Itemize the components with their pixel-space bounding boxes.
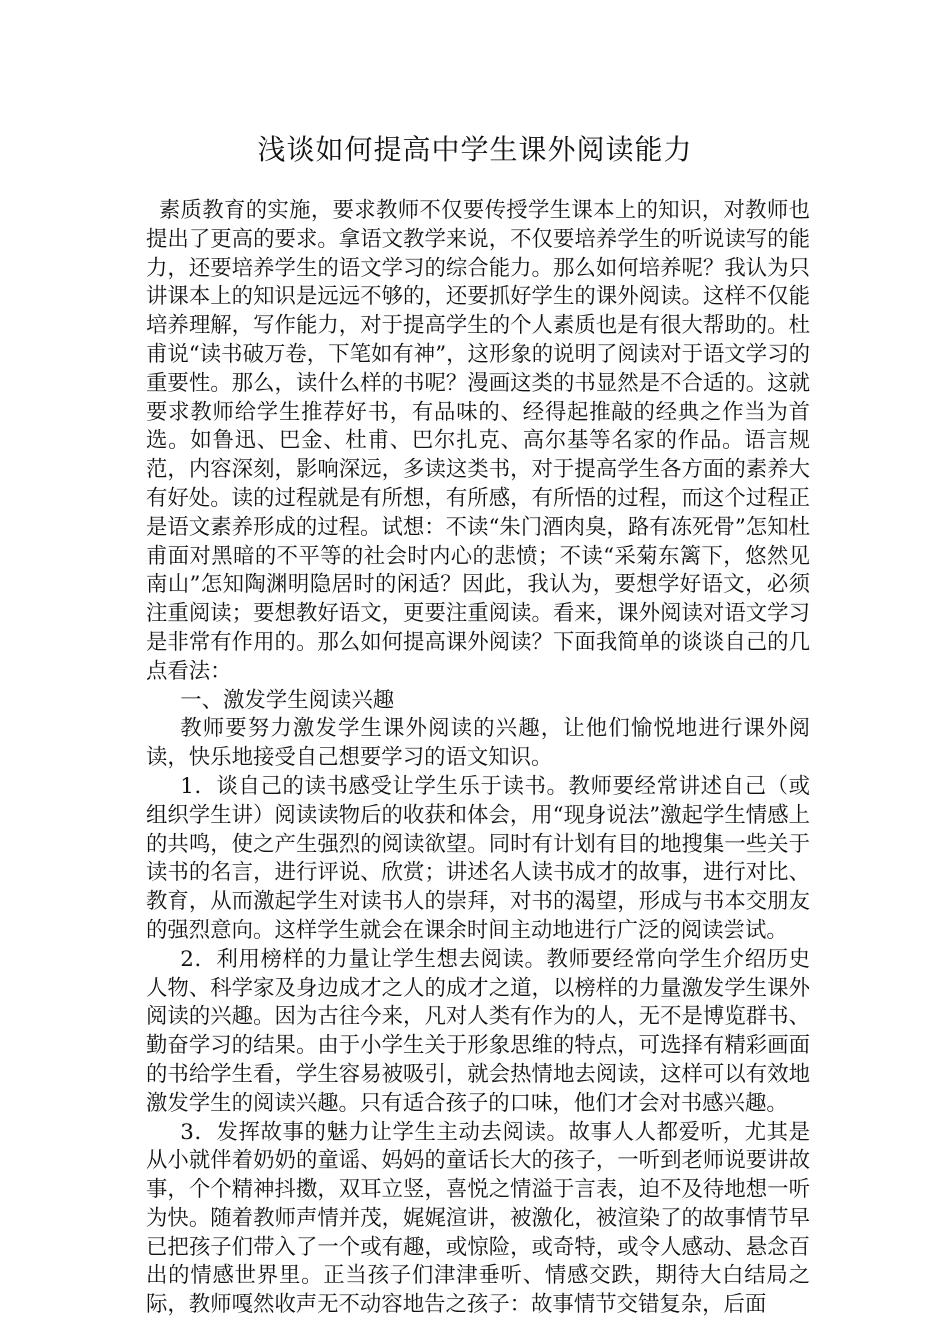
intro-paragraph: 素质教育的实施，要求教师不仅要传授学生课本上的知识，对教师也提出了更高的要求。拿语文教学来说，不仅要培养学生的听说读写的能力，还要培养学生的语文学习的综合能力。那么如何培养呢？我认为只讲课本上的知识是远远不够的，还要抓好学生的课外阅读。这样不仅能培养理解，写作能力，对于提高学生的个人素质也是有很大帮助的。杜甫说“读书破万卷，下笔如有神”，这形象的说明了阅读对于语文学习的重要性。那么，读什么样的书呢？漫画这类的书显然是不合适的。这就要求教师给学生推荐好书，有品味的、经得起推敲的经典之作当为首选。如鲁迅、巴金、杜甫、巴尔扎克、高尔基等名家的作品。语言规范，内容深刻，影响深远，多读这类书，对于提高学生各方面的素养大有好处。读的过程就是有所想，有所感，有所悟的过程，而这个过程正是语文素养形成的过程。试想：不读“朱门酒肉臭，路有冻死骨”怎知杜甫面对黑暗的不平等的社会时内心的悲愤；不读“采菊东篱下，悠然见南山”怎知陶渊明隐居时的闲适？因此，我认为，要想学好语文，必须注重阅读；要想教好语文，更要注重阅读。看来，课外阅读对语文学习是非常有作用的。那么如何提高课外阅读？下面我简单的谈谈自己的几点看法：: [146, 198, 810, 684]
point-3-paragraph: 3．发挥故事的魅力让学生主动去阅读。故事人人都爱听，尤其是从小就伴着奶奶的童谣、妈妈的童话长大的孩子，一听到老师说要讲故事，个个精神抖擞，双耳立竖，喜悦之情溢于言表，迫不及待地想一听为快。随着教师声情并茂，娓娓渲讲，被激化，被渲染了的故事情节早已把孩子们带入了一个或有趣，或惊险，或奇特，或令人感动、悬念百出的情感世界里。正当孩子们津津垂听、情感交跌，期待大白结局之际，教师嘎然收声无不动容地告之孩子：故事情节交错复杂，后面: [146, 1119, 810, 1318]
document-body: [146, 197, 810, 1320]
point-1-paragraph: 1．谈自己的读书感受让学生乐于读书。教师要经常讲述自己（或组织学生讲）阅读读物后的收获和体会，用“现身说法”激起学生情感上的共鸣，使之产生强烈的阅读欲望。同时有计划有目的地搜集一些关于读书的名言，进行评说、欣赏；讲述名人读书成才的故事，进行对比、教育，从而激起学生对读书人的崇拜，对书的渴望，形成与书本交朋友的强烈意向。这样学生就会在课余时间主动地进行广泛的阅读尝试。: [146, 773, 810, 943]
section-heading: 一、激发学生阅读兴趣: [180, 687, 395, 713]
point-2-paragraph: 2．利用榜样的力量让学生想去阅读。教师要经常向学生介绍历史人物、科学家及身边成才之人的成才之道，以榜样的力量激发学生课外阅读的兴趣。因为古往今来，凡对人类有作为的人，无不是博览群书、勤奋学习的结果。由于小学生关于形象思维的特点，可选择有精彩画面的书给学生看，学生容易被吸引，就会热情地去阅读，这样可以有效地激发学生的阅读兴趣。只有适合孩子的口味，他们才会对书感兴趣。: [146, 946, 810, 1116]
section-intro-paragraph: 教师要努力激发学生课外阅读的兴趣，让他们愉悦地进行课外阅读，快乐地接受自己想要学习的语文知识。: [146, 716, 810, 771]
document-title: 浅谈如何提高中学生课外阅读能力: [257, 133, 693, 166]
